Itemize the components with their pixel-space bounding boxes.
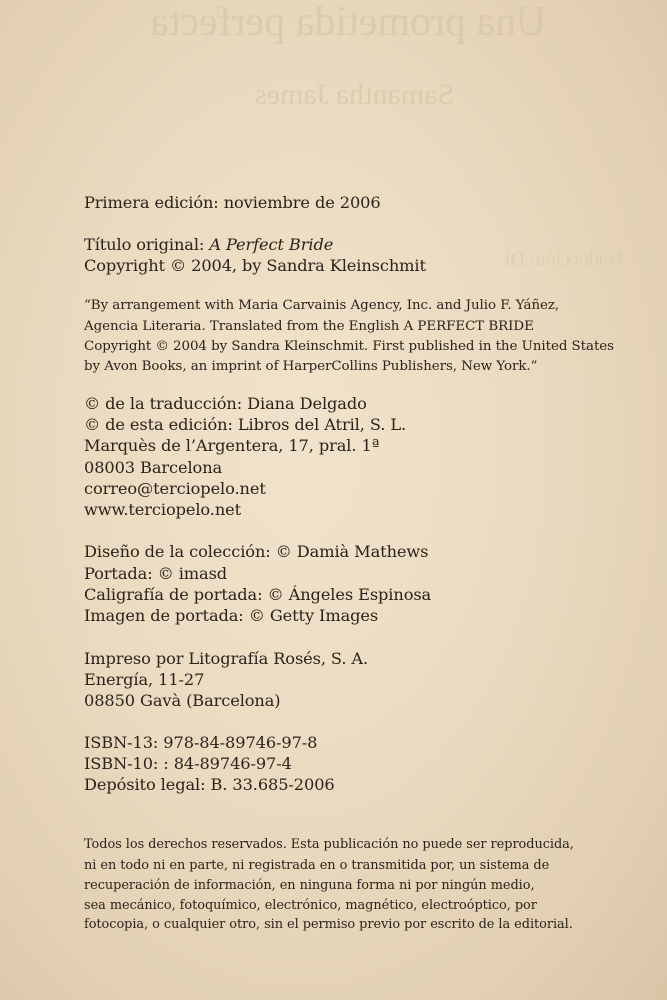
arrangement-line: Copyright © 2004 by Sandra Kleinschmit. First published in the United States <box>84 339 614 354</box>
bleed-through-title: Una prometida perfecta <box>150 0 547 45</box>
cover-image-credit: Imagen de portada: © Getty Images <box>84 606 379 625</box>
edition-line: Primera edición: noviembre de 2006 <box>84 193 381 212</box>
arrangement-line: “By arrangement with Maria Carvainis Agency, Inc. and Julio F. Yáñez, <box>84 298 560 313</box>
rights-line: fotocopia, o cualquier otro, sin el permiso previo por escrito de la editorial. <box>84 917 573 932</box>
printer-city: 08850 Gavà (Barcelona) <box>84 691 281 710</box>
printer-address: Energía, 11-27 <box>84 670 205 689</box>
original-title: A Perfect Bride <box>209 235 334 254</box>
publisher-city: 08003 Barcelona <box>84 458 223 477</box>
edition-credit: © de esta edición: Libros del Atril, S. L. <box>84 415 407 434</box>
rights-line: recuperación de información, en ninguna forma ni por ningún medio, <box>84 878 535 893</box>
rights-line: Todos los derechos reservados. Esta publicación no puede ser reproducida, <box>84 837 574 852</box>
translation-credit: © de la traducción: Diana Delgado <box>84 394 367 413</box>
publisher-email: correo@terciopelo.net <box>84 479 266 498</box>
isbn-10: ISBN-10: : 84-89746-97-4 <box>84 754 292 773</box>
original-title-label: Título original: <box>84 235 210 254</box>
bleed-through-author: Samantha James <box>255 78 455 111</box>
publisher-address: Marquès de l’Argentera, 17, pral. 1ª <box>84 436 380 455</box>
publisher-website: www.terciopelo.net <box>84 500 242 519</box>
legal-deposit: Depósito legal: B. 33.685-2006 <box>84 775 335 794</box>
arrangement-line: Agencia Literaria. Translated from the English A PERFECT BRIDE <box>84 319 534 334</box>
rights-line: ni en todo ni en parte, ni registrada en o transmitida por, un sistema de <box>84 858 550 873</box>
printer-name: Impreso por Litografía Rosés, S. A. <box>84 649 369 668</box>
rights-line: sea mecánico, fotoquímico, electrónico, magnético, electroóptico, por <box>84 898 537 913</box>
isbn-13: ISBN-13: 978-84-89746-97-8 <box>84 733 318 752</box>
original-copyright-line: Copyright © 2004, by Sandra Kleinschmit <box>84 256 426 275</box>
arrangement-line: by Avon Books, an imprint of HarperCollins Publishers, New York.” <box>84 359 538 374</box>
collection-design-credit: Diseño de la colección: © Damià Mathews <box>84 542 429 561</box>
bleed-through-translation: Traducción: Di <box>505 248 626 270</box>
cover-credit: Portada: © imasd <box>84 564 228 583</box>
original-title-line <box>84 235 333 255</box>
calligraphy-credit: Caligrafía de portada: © Ángeles Espinosa <box>84 585 432 604</box>
